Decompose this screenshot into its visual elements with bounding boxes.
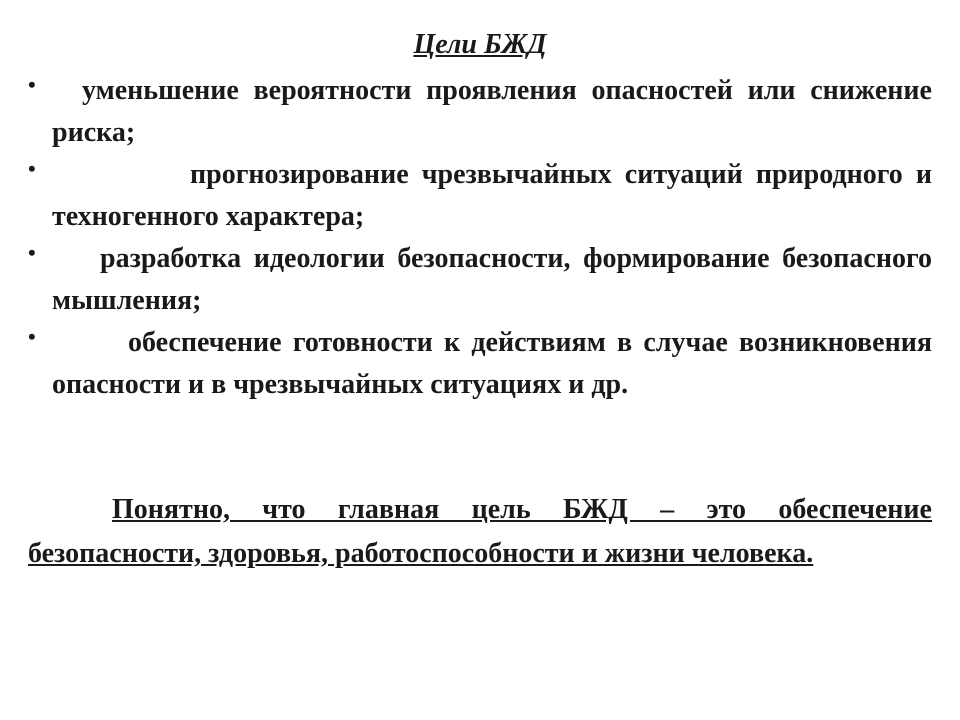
goal-item: [28, 154, 932, 238]
goals-list: [28, 70, 932, 406]
goal-text: обеспечение готовности к действиям в случае возникновения опасности и в чрезвычайных ситуациях и др.: [52, 327, 932, 400]
bullet-icon: •: [28, 240, 36, 265]
goal-item: [28, 70, 932, 154]
bullet-icon: •: [28, 324, 36, 349]
goal-text: прогнозирование чрезвычайных ситуаций природного и техногенного характера;: [52, 159, 932, 232]
conclusion-paragraph: Понятно, что главная цель БЖД – это обеспечение безопасности, здоровья, работоспособности и жизни человека.: [28, 494, 932, 569]
goal-item: [28, 238, 932, 322]
bullet-icon: •: [28, 72, 36, 97]
slide-title: Цели БЖД: [413, 29, 547, 60]
goal-item: [28, 322, 932, 406]
bullet-icon: •: [28, 156, 36, 181]
goal-text: разработка идеологии безопасности, формирование безопасного мышления;: [52, 243, 932, 316]
goal-text: уменьшение вероятности проявления опасностей или снижение риска;: [52, 75, 932, 148]
